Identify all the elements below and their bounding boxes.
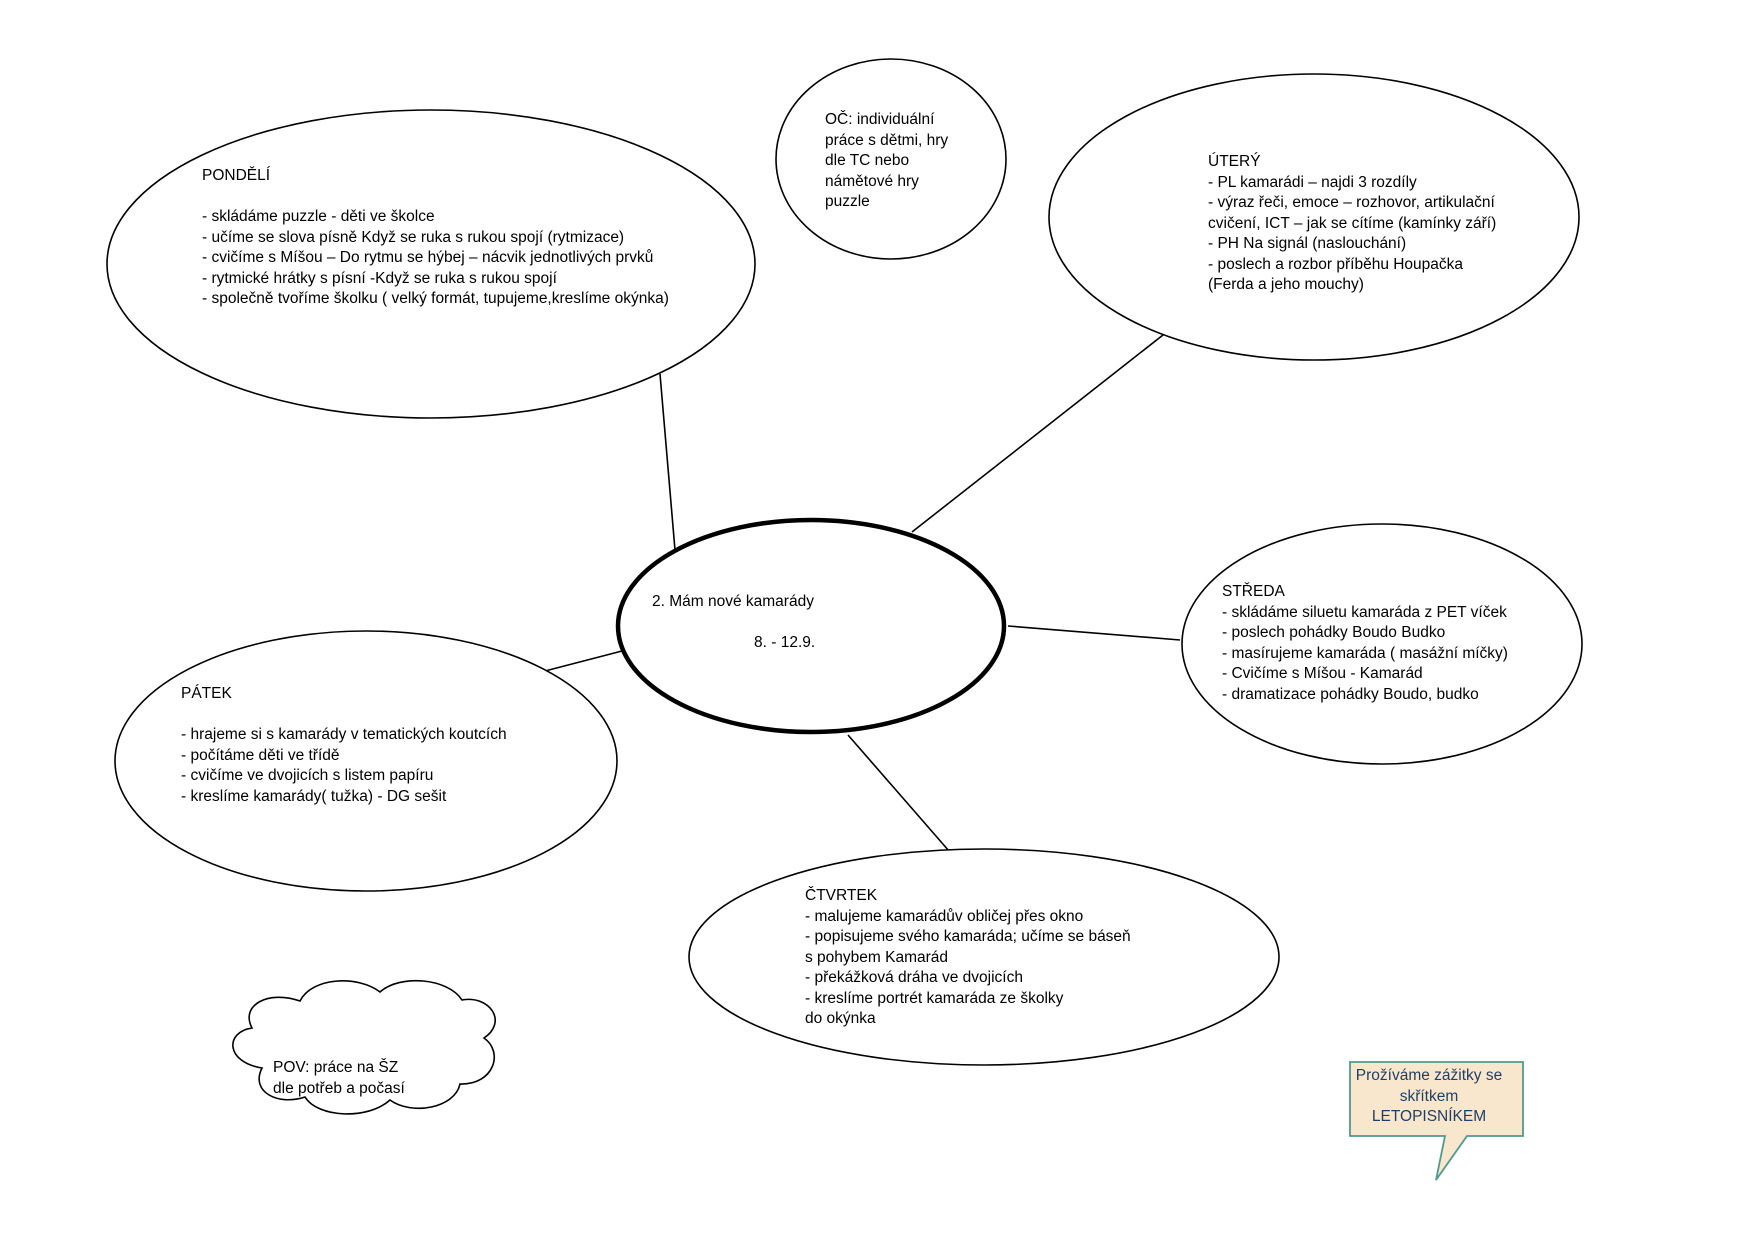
patek-title: PÁTEK [181, 685, 232, 702]
pov-line: dle potřeb a počasí [273, 1079, 405, 1097]
streda-item: - dramatizace pohádky Boudo, budko [1222, 685, 1479, 703]
streda-item: - poslech pohádky Boudo Budko [1222, 624, 1446, 641]
oc-line: námětové hry [825, 172, 919, 190]
streda-item: - skládáme siluetu kamaráda z PET víček [1222, 603, 1507, 621]
ctvrtek-item: - popisujeme svého kamaráda; učíme se báseň [805, 928, 1131, 945]
center-dates: 8. - 12.9. [754, 634, 816, 651]
ctvrtek-item: s pohybem Kamarád [805, 948, 949, 966]
patek-item: - hrajeme si s kamarády v tematických koutcích [181, 726, 507, 743]
ctvrtek-item: - malujeme kamarádův obličej přes okno [805, 907, 1084, 925]
center-text [652, 592, 932, 654]
ctvrtek-title: ČTVRTEK [805, 887, 878, 904]
utery-item: (Ferda a jeho mouchy) [1208, 276, 1364, 293]
patek-item: - kreslíme kamarády( tužka) - DG sešit [181, 787, 447, 805]
streda-item: - masírujeme kamaráda ( masážní míčky) [1222, 644, 1508, 662]
oc-line: puzzle [825, 193, 870, 210]
pondeli-item: - společně tvoříme školku ( velký formát, tupujeme,kreslíme okýnka) [202, 290, 669, 307]
ctvrtek-text [805, 886, 1131, 1030]
streda-text [1222, 582, 1508, 705]
pov-line: POV: práce na ŠZ [273, 1059, 399, 1076]
connector-pondeli [660, 374, 675, 550]
center-title: 2. Mám nové kamarády [652, 593, 814, 610]
pondeli-item: - učíme se slova písně Když se ruka s rukou spojí (rytmizace) [202, 228, 625, 246]
pondeli-text [202, 166, 669, 310]
patek-item: - cvičíme ve dvojicích s listem papíru [181, 767, 434, 784]
utery-item: cvičení, ICT – jak se cítíme (kamínky září) [1208, 214, 1497, 232]
streda-title: STŘEDA [1222, 583, 1285, 600]
pondeli-title: PONDĚLÍ [202, 167, 271, 184]
oc-line: práce s dětmi, hry [825, 131, 949, 149]
ctvrtek-item: - kreslíme portrét kamaráda ze školky [805, 989, 1064, 1007]
connector-utery [912, 335, 1163, 532]
callout-text: Prožíváme zážitky se skřítkem LETOPISNÍKEM [1355, 1067, 1503, 1125]
connector-streda [1008, 626, 1180, 640]
oc-line: dle TC nebo [825, 152, 910, 169]
utery-text [1208, 152, 1496, 296]
ctvrtek-item: do okýnka [805, 1010, 876, 1027]
oc-text [825, 110, 948, 213]
utery-item: - PL kamarádi – najdi 3 rozdíly [1208, 173, 1417, 191]
streda-item: - Cvičíme s Míšou - Kamarád [1222, 665, 1423, 682]
patek-item: - počítáme děti ve třídě [181, 746, 340, 764]
pondeli-item: - skládáme puzzle - děti ve školce [202, 208, 435, 225]
ctvrtek-item: - překážková dráha ve dvojicích [805, 969, 1023, 986]
pondeli-item: - rytmické hrátky s písní -Když se ruka s rukou spojí [202, 269, 557, 287]
pondeli-item: - cvičíme s Míšou – Do rytmu se hýbej – nácvik jednotlivých prvků [202, 249, 654, 266]
connector-patek [545, 651, 622, 671]
utery-item: - PH Na signál (naslouchání) [1208, 235, 1407, 252]
utery-title: ÚTERÝ [1208, 153, 1261, 170]
pov-text [273, 1058, 405, 1099]
oc-line: OČ: individuální [825, 111, 935, 128]
utery-item: - výraz řeči, emoce – rozhovor, artikulační [1208, 194, 1495, 211]
connector-ctvrtek [848, 735, 949, 851]
patek-text [181, 684, 507, 807]
utery-item: - poslech a rozbor příběhu Houpačka [1208, 255, 1464, 273]
